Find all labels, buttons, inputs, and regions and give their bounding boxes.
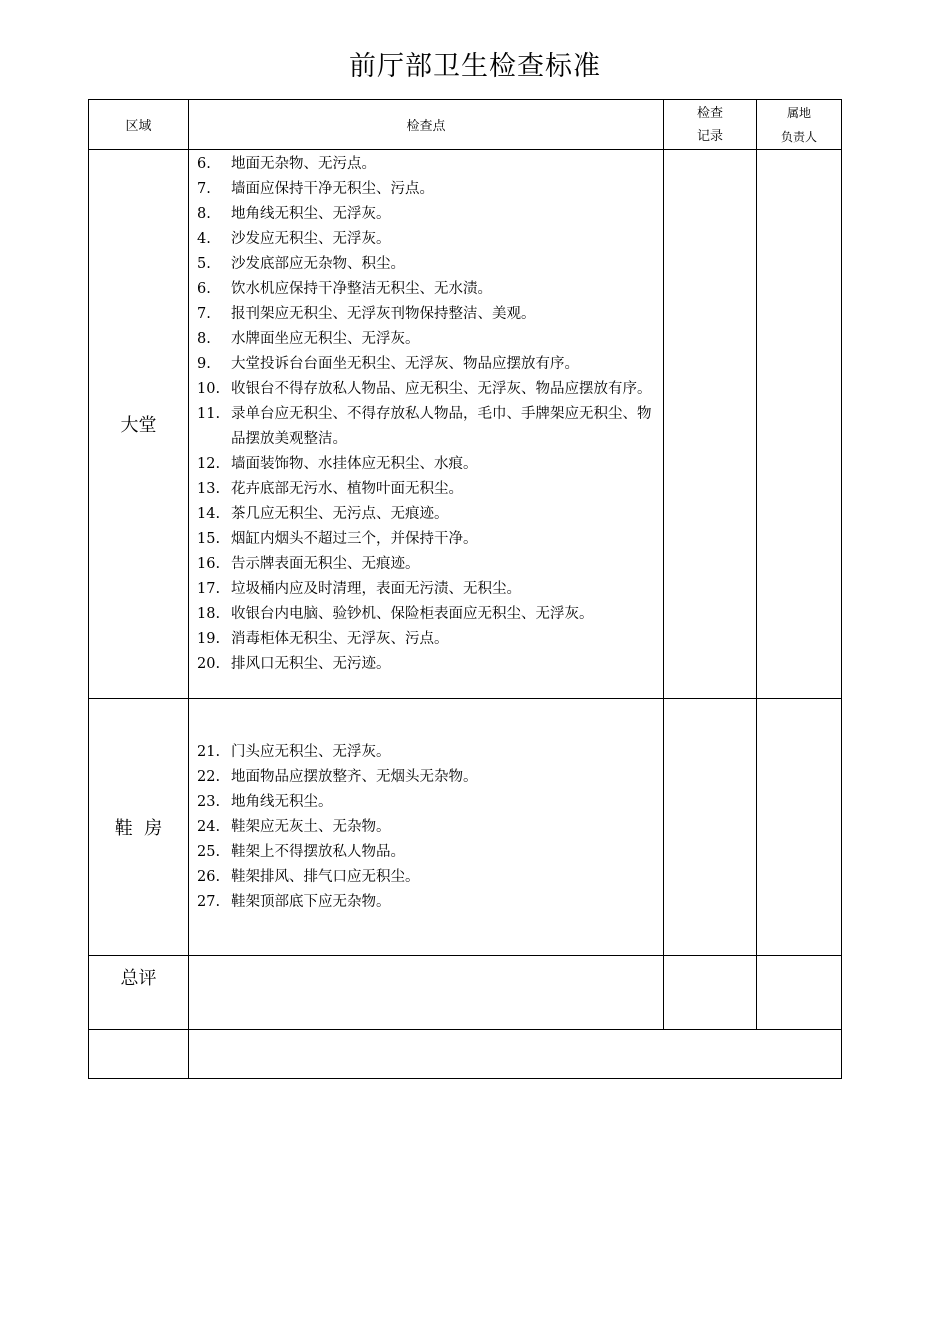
check-item-number: 8. [197,206,211,222]
check-item-number: 8. [197,331,211,347]
header-record-line2: 记录 [696,128,723,144]
check-item [197,352,655,377]
check-item-text: 地面物品应摆放整齐、无烟头无杂物。 [231,768,478,785]
summary-label: 总评 [89,956,189,1030]
check-item-text: 鞋架排风、排气口应无积尘。 [231,868,420,885]
summary-content-cell[interactable] [189,956,664,1030]
check-item-number: 13. [197,481,221,497]
check-item-text: 鞋架顶部底下应无杂物。 [231,893,391,910]
check-item-text: 花卉底部无污水、植物叶面无积尘。 [231,481,463,497]
check-item-number: 23. [197,793,221,810]
check-item-text: 墙面装饰物、水挂体应无积尘、水痕。 [231,456,478,472]
check-item [197,815,655,840]
check-item [197,840,655,865]
check-item-number: 10. [197,381,221,397]
check-item [197,377,655,402]
inspection-table [88,99,842,1079]
check-item-number: 26. [197,868,221,885]
check-item-number: 4. [197,231,211,247]
check-item-number: 15. [197,531,221,547]
section-row-lobby [89,150,842,699]
blank-content-cell[interactable] [189,1030,842,1079]
zone-label-lobby: 大堂 [89,150,189,699]
check-item-number: 16. [197,556,221,572]
check-item-number: 5. [197,256,211,272]
check-item-text: 地面无杂物、无污点。 [231,156,376,172]
check-item-text: 报刊架应无积尘、无浮灰刊物保持整洁、美观。 [231,306,536,322]
check-item [197,177,655,202]
check-item-number: 18. [197,606,221,622]
check-item-text: 地角线无积尘。 [231,793,333,810]
check-item-number: 17. [197,581,221,597]
page-title: 前厅部卫生检查标准 [349,51,601,82]
header-record [664,100,757,150]
check-item [197,740,655,765]
check-item-text: 垃圾桶内应及时清理，表面无污渍、无积尘。 [231,581,521,597]
section-row-shoe-room [89,699,842,956]
check-item [197,202,655,227]
record-cell-shoe-room[interactable] [664,699,757,956]
check-item-text: 鞋架应无灰土、无杂物。 [231,818,391,835]
header-check-points: 检查点 [189,100,664,150]
check-item-number: 21. [197,743,221,760]
blank-row [89,1030,842,1079]
check-item [197,452,655,477]
check-item-number: 14. [197,506,221,522]
check-items-shoe-room [189,699,664,956]
check-item [197,527,655,552]
check-item-number: 7. [197,306,211,322]
check-item-text: 排风口无积尘、无污迹。 [231,656,391,672]
owner-cell-shoe-room[interactable] [757,699,842,956]
check-item-text: 录单台应无积尘、不得存放私人物品，毛巾、手牌架应无积尘、物品摆放美观整洁。 [231,406,652,447]
check-item-number: 9. [197,356,211,372]
check-item-number: 24. [197,818,221,835]
check-item [197,327,655,352]
check-item [197,627,655,652]
check-item-text: 茶几应无积尘、无污点、无痕迹。 [231,506,449,522]
check-item-number: 6. [197,156,211,172]
check-item [197,252,655,277]
zone-label-shoe-room: 鞋 房 [89,699,189,956]
check-item [197,652,655,677]
check-item [197,502,655,527]
check-item-text: 沙发底部应无杂物、积尘。 [231,256,405,272]
record-cell-lobby[interactable] [664,150,757,699]
check-item-number: 6. [197,281,211,297]
check-item-number: 27. [197,893,221,910]
check-item [197,602,655,627]
summary-owner-cell[interactable] [757,956,842,1030]
header-owner [757,100,842,150]
check-item-text: 饮水机应保持干净整洁无积尘、无水渍。 [231,281,492,297]
check-item [197,552,655,577]
check-item [197,402,655,452]
check-item-text: 收银台内电脑、验钞机、保险柜表面应无积尘、无浮灰。 [231,606,594,622]
blank-label-cell[interactable] [89,1030,189,1079]
check-item-number: 12. [197,456,221,472]
header-owner-line1: 属地 [786,105,811,120]
check-item-text: 沙发应无积尘、无浮灰。 [231,231,391,247]
check-item-number: 22. [197,768,221,785]
check-item-text: 告示牌表面无积尘、无痕迹。 [231,556,420,572]
check-item-text: 门头应无积尘、无浮灰。 [231,743,391,760]
check-item-number: 19. [197,631,221,647]
check-item-number: 7. [197,181,211,197]
check-item [197,577,655,602]
check-item [197,790,655,815]
check-item-number: 20. [197,656,221,672]
check-items-lobby [189,150,664,699]
check-item [197,227,655,252]
header-record-line1: 检查 [696,105,723,121]
check-item-text: 鞋架上不得摆放私人物品。 [231,843,405,860]
check-item-text: 收银台不得存放私人物品、应无积尘、无浮灰、物品应摆放有序。 [231,381,652,397]
header-area: 区域 [89,100,189,150]
check-item [197,865,655,890]
check-item [197,890,655,915]
check-item-number: 11. [197,406,221,422]
check-item-text: 水牌面坐应无积尘、无浮灰。 [231,331,420,347]
check-item [197,477,655,502]
check-item-text: 烟缸内烟头不超过三个，并保持干净。 [231,531,478,547]
header-row [89,100,842,150]
header-owner-line2: 负责人 [780,129,817,144]
owner-cell-lobby[interactable] [757,150,842,699]
check-item-text: 墙面应保持干净无积尘、污点。 [231,181,434,197]
check-item-text: 消毒柜体无积尘、无浮灰、污点。 [231,631,449,647]
summary-row [89,956,842,1030]
check-item [197,765,655,790]
check-item [197,302,655,327]
check-item [197,277,655,302]
check-item-text: 大堂投诉台台面坐无积尘、无浮灰、物品应摆放有序。 [231,356,579,372]
summary-record-cell[interactable] [664,956,757,1030]
check-item [197,152,655,177]
check-item-text: 地角线无积尘、无浮灰。 [231,206,391,222]
check-item-number: 25. [197,843,221,860]
